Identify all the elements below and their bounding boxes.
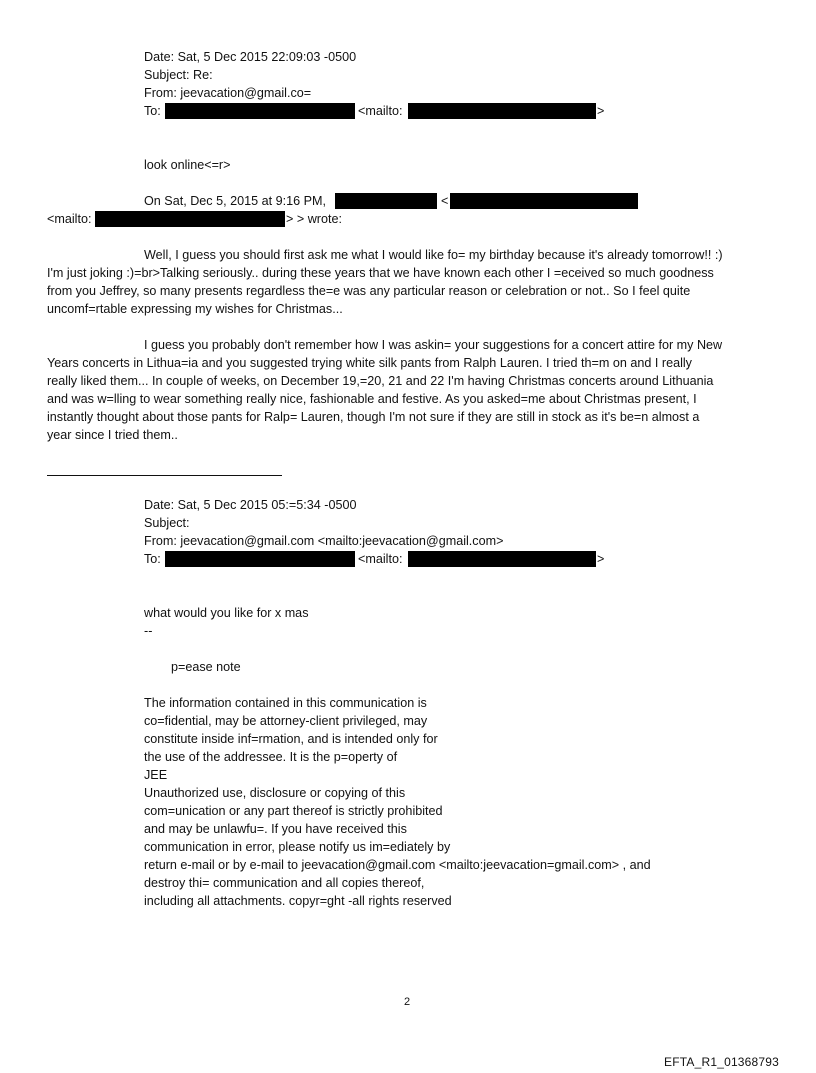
disclaimer-line: communication in error, please notify us im=ediately by <box>144 840 451 854</box>
redaction-box <box>408 551 596 567</box>
email1-mailto-label: <mailto: <box>358 104 403 118</box>
redaction-box <box>408 103 596 119</box>
document-id: EFTA_R1_01368793 <box>664 1055 780 1069</box>
email1-quote-on: On Sat, Dec 5, 2015 at 9:16 PM, <box>144 194 327 208</box>
disclaimer-line: Unauthorized use, disclosure or copying of this <box>144 786 406 800</box>
disclaimer-line: return e-mail or by e-mail to jeevacation@gmail.com <mailto:jeevacation=gmail.com> , and <box>144 858 651 872</box>
email1-para1-line: uncomf=rtable expressing my wishes for Christmas... <box>47 302 343 316</box>
email2-date: Date: Sat, 5 Dec 2015 05:=5:34 -0500 <box>144 498 357 512</box>
email1-para2-line: I guess you probably don't remember how I was askin= your suggestions for a concert attire for my New <box>144 338 723 352</box>
email2-mailto-close: > <box>597 552 605 566</box>
email1-date: Date: Sat, 5 Dec 2015 22:09:03 -0500 <box>144 50 357 64</box>
email1-para1-line: from you Jeffrey, so many presents regardless the=e was any particular reason or celebration or not.. So I feel quite <box>47 284 691 298</box>
email1-to-label: To: <box>144 104 161 118</box>
disclaimer-line: and may be unlawfu=. If you have received this <box>144 822 407 836</box>
email2-from: From: jeevacation@gmail.com <mailto:jeevacation@gmail.com> <box>144 534 504 548</box>
redaction-box <box>450 193 638 209</box>
email1-para1-line: I'm just joking :)=br>Talking seriously.. during these years that we have known each other I =eceived so much goodness <box>47 266 714 280</box>
redaction-box <box>165 551 355 567</box>
email1-quote-mailto: <mailto: <box>47 212 92 226</box>
email1-quote-lt: < <box>441 194 449 208</box>
disclaimer-line: constitute inside inf=rmation, and is intended only for <box>144 732 438 746</box>
email1-body: look online<=r> <box>144 158 231 172</box>
disclaimer-line: JEE <box>144 768 168 782</box>
email1-para1-line: Well, I guess you should first ask me what I would like fo= my birthday because it's already tomorrow!! :) <box>144 248 723 262</box>
disclaimer-line: destroy thi= communication and all copies thereof, <box>144 876 425 890</box>
email1-quote-wrote: > > wrote: <box>286 212 343 226</box>
email1-para2-line: really liked them... In couple of weeks, on December 19,=20, 21 and 22 I'm having Christmas concerts around Lithuania <box>47 374 714 388</box>
disclaimer-line: co=fidential, may be attorney-client privileged, may <box>144 714 428 728</box>
separator-rule <box>47 475 282 476</box>
disclaimer-line: including all attachments. copyr=ght -all rights reserved <box>144 894 452 908</box>
disclaimer-line: com=unication or any part thereof is strictly prohibited <box>144 804 443 818</box>
email1-para2-line: year since I tried them.. <box>47 428 178 442</box>
email1-para2-line: Years concerts in Lithua=ia and you suggested trying white silk pants from Ralph Lauren. I tried th=m on and I really <box>47 356 692 370</box>
email2-body: what would you like for x mas <box>144 606 309 620</box>
email1-subject: Subject: Re: <box>144 68 213 82</box>
page-number: 2 <box>404 996 411 1008</box>
redaction-box <box>335 193 437 209</box>
email2-please-note: p=ease note <box>171 660 241 674</box>
email1-mailto-close: > <box>597 104 605 118</box>
email2-mailto-label: <mailto: <box>358 552 403 566</box>
email2-subject: Subject: <box>144 516 190 530</box>
disclaimer-line: The information contained in this communication is <box>144 696 427 710</box>
email1-para2-line: and was w=lling to wear something really nice, fashionable and festive. As you asked=me about Christmas present, I <box>47 392 697 406</box>
email1-para2-line: instantly thought about those pants for Ralp= Lauren, though I'm not sure if they are still in stock as it's be=n almost a <box>47 410 700 424</box>
redaction-box <box>165 103 355 119</box>
email1-from: From: jeevacation@gmail.co= <box>144 86 312 100</box>
email2-to-label: To: <box>144 552 161 566</box>
disclaimer-line: the use of the addressee. It is the p=operty of <box>144 750 398 764</box>
email2-sig-separator: -- <box>144 624 153 638</box>
redaction-box <box>95 211 285 227</box>
